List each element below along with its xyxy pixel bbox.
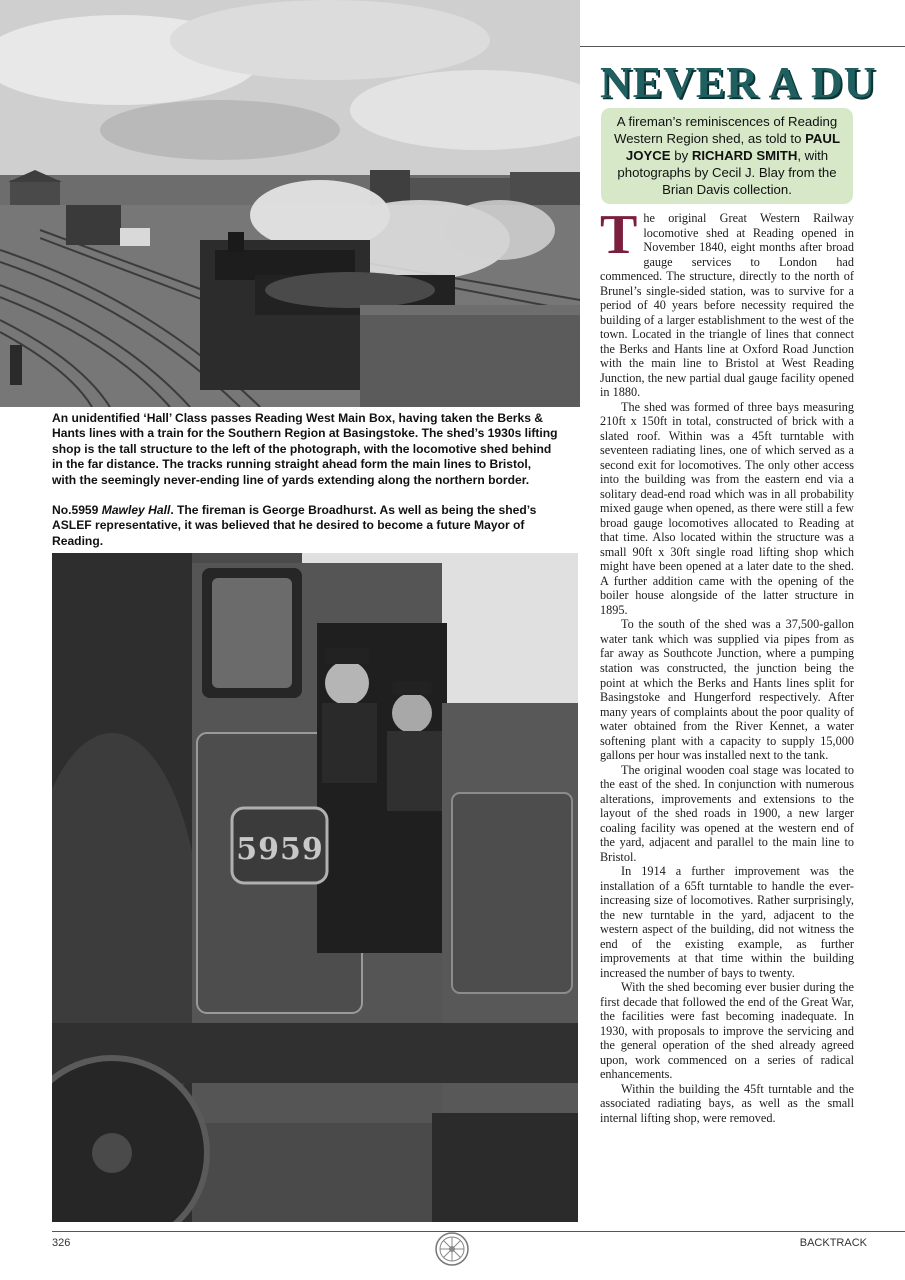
- paragraph-6: With the shed becoming ever busier during the first decade that followed the end of the Great War, the facilities were fast becoming inadequate. In 1930, with proposals to improve the servicing and the general operation of the shed already agreed upon, work commenced on a series of radical enhancements.: [600, 980, 854, 1082]
- photo-mawley-hall-cab: [52, 553, 578, 1222]
- paragraph-7: Within the building the 45ft turntable and the associated radiating bays, as well as the small internal lifting shop, were removed.: [600, 1081, 854, 1125]
- footer-rule: [52, 1231, 905, 1232]
- standfirst-part2: by: [670, 148, 692, 163]
- standfirst: [601, 108, 853, 204]
- top-rule: [580, 46, 905, 47]
- paragraph-1-text: he original Great Western Railway locomotive shed at Reading opened in November 1840, eight months after broad gauge services to London had commenced. The structure, directly to the north of Brunel’s single-sided station, was to survive for a period of 40 years before necessity required the building of a larger establishment to the west of the town. Located in the triangle of lines that connect the Berks and Hants line at Oxford Road Junction with the main line to Bristol at West Reading Junction, the new partial dual gauge facility opened in 1880.: [600, 211, 854, 400]
- paragraph-5: In 1914 a further improvement was the installation of a 65ft turntable to handle the ever-increasing size of locomotives. Rather surprisingly, the new turntable in the yard, adjacent to the western aspect of the building, did not witness the end of the existing example, as further improvements at that time within the building increased the number of bays to twenty.: [600, 864, 854, 980]
- headline: NEVER A DU: [600, 58, 877, 107]
- number-plate: 5959: [236, 832, 324, 867]
- drop-cap: T: [600, 204, 638, 266]
- paragraph-4: The original wooden coal stage was located to the east of the shed. In conjunction with numerous alterations, improvements and extensions to the layout of the shed roads in 1900, a new larger coaling facility was opened at the western end of the yard, adjacent and parallel to the main line to Bristol.: [600, 762, 854, 864]
- photo1-caption: An unidentified ‘Hall’ Class passes Reading West Main Box, having taken the Berks & Hants lines with a train for the Southern Region at Basingstoke. The shed’s 1930s lifting shop is the tall structure to the left of the photograph, with the locomotive shed behind in the far distance. The tracks running straight ahead form the main lines to Bristol, with the seemingly never-ending line of yards extending along the northern border.: [52, 411, 558, 487]
- standfirst-part1: A fireman’s reminiscences of Reading Western Region shed, as told to: [613, 114, 838, 146]
- magazine-name: BACKTRACK: [799, 1237, 867, 1249]
- standfirst-part3: , with photographs by Cecil J. Blay from the Brian Davis collection.: [617, 148, 837, 197]
- paragraph-3: To the south of the shed was a 37,500-gallon water tank which was supplied via pipes from as far away as Southcote Junction, where a pumping station was constructed, the junction being the point at which the Berks and Hants lines split for Basingstoke and Hungerford respectively. After many years of complaints about the poor quality of water obtained from the River Kennet, a water softening plant with a capacity to supply 15,000 gallons per hour was installed next to the tank.: [600, 617, 854, 763]
- caption-loco-name: Mawley Hall: [101, 503, 171, 517]
- author-richard-smith: RICHARD SMITH: [691, 148, 798, 163]
- rail-yard-illustration: [0, 0, 580, 407]
- wheel-logo-icon: [434, 1231, 470, 1267]
- paragraph-2: The shed was formed of three bays measuring 210ft x 150ft in total, constructed of brick with a slated roof. Within was a 45ft turntable with seventeen radiating lines, one of which served as a second exit for locomotives. The only other access into the building was from the eastern end via a solitary dead-end road which was in all probability mixed gauge when opened, as there were still a few broad gauge locomotives allocated to Reading at that time. Also located within the structure was a small 90ft x 30ft single road lifting shop which might have been opened at a later date to the shed. A further addition came with the opening of the boiler house alongside of the latter structure in 1895.: [600, 399, 854, 617]
- author-paul-joyce: PAUL JOYCE: [625, 131, 840, 163]
- caption-lead: No.5959: [52, 503, 102, 517]
- caption-rest: . The fireman is George Broadhurst. As well as being the shed’s ASLEF representative, it was believed that he desired to become a future Mayor of Reading.: [52, 503, 537, 548]
- page-number: 326: [52, 1237, 71, 1249]
- photo-reading-west-main-box: [0, 0, 580, 407]
- paragraph-1: [600, 204, 854, 400]
- article-body: [600, 204, 854, 1125]
- cab-illustration: [52, 553, 578, 1222]
- photo2-caption: [52, 503, 558, 549]
